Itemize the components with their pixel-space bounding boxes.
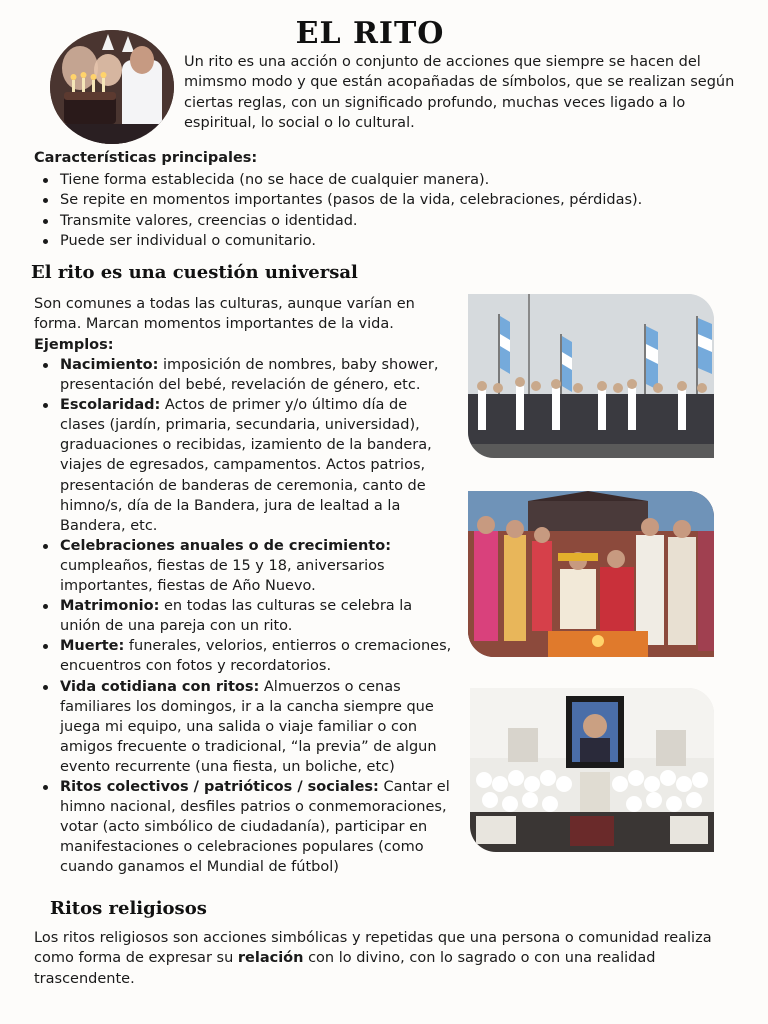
example-text: en todas las culturas se celebra la unión de una pareja con un rito. [60, 598, 413, 635]
universal-intro-text: Son comunes a todas las culturas, aunque varían en forma. Marcan momentos importantes de la vida. [34, 296, 415, 333]
religious-text-before: Los ritos religiosos son acciones simbólicas y repetidas que una persona o comunidad realiza como forma de expresar su [34, 930, 712, 967]
example-label: Matrimonio: [60, 598, 160, 615]
example-label: Muerte: [60, 638, 125, 655]
religious-heading: Ritos religiosos [50, 898, 207, 919]
list-item [34, 355, 454, 395]
list-item: Puede ser individual o comunitario. [34, 231, 714, 251]
wedding-ceremony-illustration [468, 491, 714, 657]
example-text: Almuerzos o cenas familiares los domingos, ir a la cancha siempre que juega mi equipo, una salida o viaje familiar o con amigos frecuente o tradicional, “la previa” de algun evento recurrente (una fiesta, un boliche, etc) [60, 678, 437, 775]
characteristics-list [34, 170, 714, 251]
example-text: Actos de primer y/o último día de clases (jardín, primaria, secundaria, universidad), graduaciones o recibidas, izamiento de la bandera, viajes de egresados, campamentos. Actos patrios, presentación de banderas de ceremonia, canto de himno/s, día de la Bandera, jura de lealtad a la Bandera, etc. [60, 397, 432, 534]
wedding-ceremony-photo [468, 491, 714, 657]
list-item [34, 596, 454, 636]
funeral-altar-illustration [470, 688, 714, 852]
funeral-altar-photo [470, 688, 714, 852]
page-title: EL RITO [295, 16, 445, 51]
example-label: Nacimiento: [60, 357, 159, 373]
example-text: Cantar el himno nacional, desfiles patrios o conmemoraciones, votar (acto simbólico de ciudadanía), participar en manifestaciones o celebraciones populares (como cuando ganamos el Mundial de fútbol) [60, 778, 450, 876]
list-item [34, 677, 454, 777]
religious-text-after: con lo divino, con lo sagrado o con una realidad trascendente. [34, 950, 656, 987]
list-item: Se repite en momentos importantes (pasos de la vida, celebraciones, pérdidas). [34, 190, 714, 210]
example-label: Vida cotidiana con ritos: [60, 678, 260, 695]
birthday-cake-photo [50, 30, 174, 144]
example-label: Escolaridad: [60, 397, 161, 414]
list-item: Tiene forma establecida (no se hace de cualquier manera). [34, 170, 714, 190]
examples-label: Ejemplos: [34, 336, 114, 353]
list-item [34, 777, 454, 877]
list-item [34, 395, 454, 536]
list-item [34, 536, 454, 596]
example-text: imposición de nombres, baby shower, presentación del bebé, revelación de género, etc. [60, 357, 439, 394]
example-text: funerales, velorios, entierros o cremaciones, encuentros con fotos y recordatorios. [60, 638, 452, 675]
characteristics-heading: Características principales: [34, 150, 258, 166]
religious-text-bold: relación [237, 950, 304, 967]
flag-ceremony-photo [468, 294, 714, 458]
flag-ceremony-illustration [468, 294, 714, 458]
universal-heading: El rito es una cuestión universal [31, 262, 358, 283]
birthday-cake-illustration [50, 30, 174, 144]
examples-list [34, 355, 454, 877]
example-label: Celebraciones anuales o de crecimiento: [60, 537, 392, 554]
list-item [34, 636, 454, 676]
list-item: Transmite valores, creencias o identidad. [34, 211, 714, 231]
example-text: cumpleaños, fiestas de 15 y 18, aniversarios importantes, fiestas de Año Nuevo. [60, 557, 385, 595]
intro-paragraph: Un rito es una acción o conjunto de acciones que siempre se hacen del mimsmo modo y que están acopañadas de símbolos, que se realizan según ciertas reglas, con un significado profundo, muchas veces ligado a lo espiritual, lo social o lo cultural. [184, 54, 735, 131]
religious-paragraph [34, 928, 724, 989]
universal-intro [34, 294, 454, 355]
example-label: Ritos colectivos / patrióticos / sociales: [60, 778, 379, 795]
